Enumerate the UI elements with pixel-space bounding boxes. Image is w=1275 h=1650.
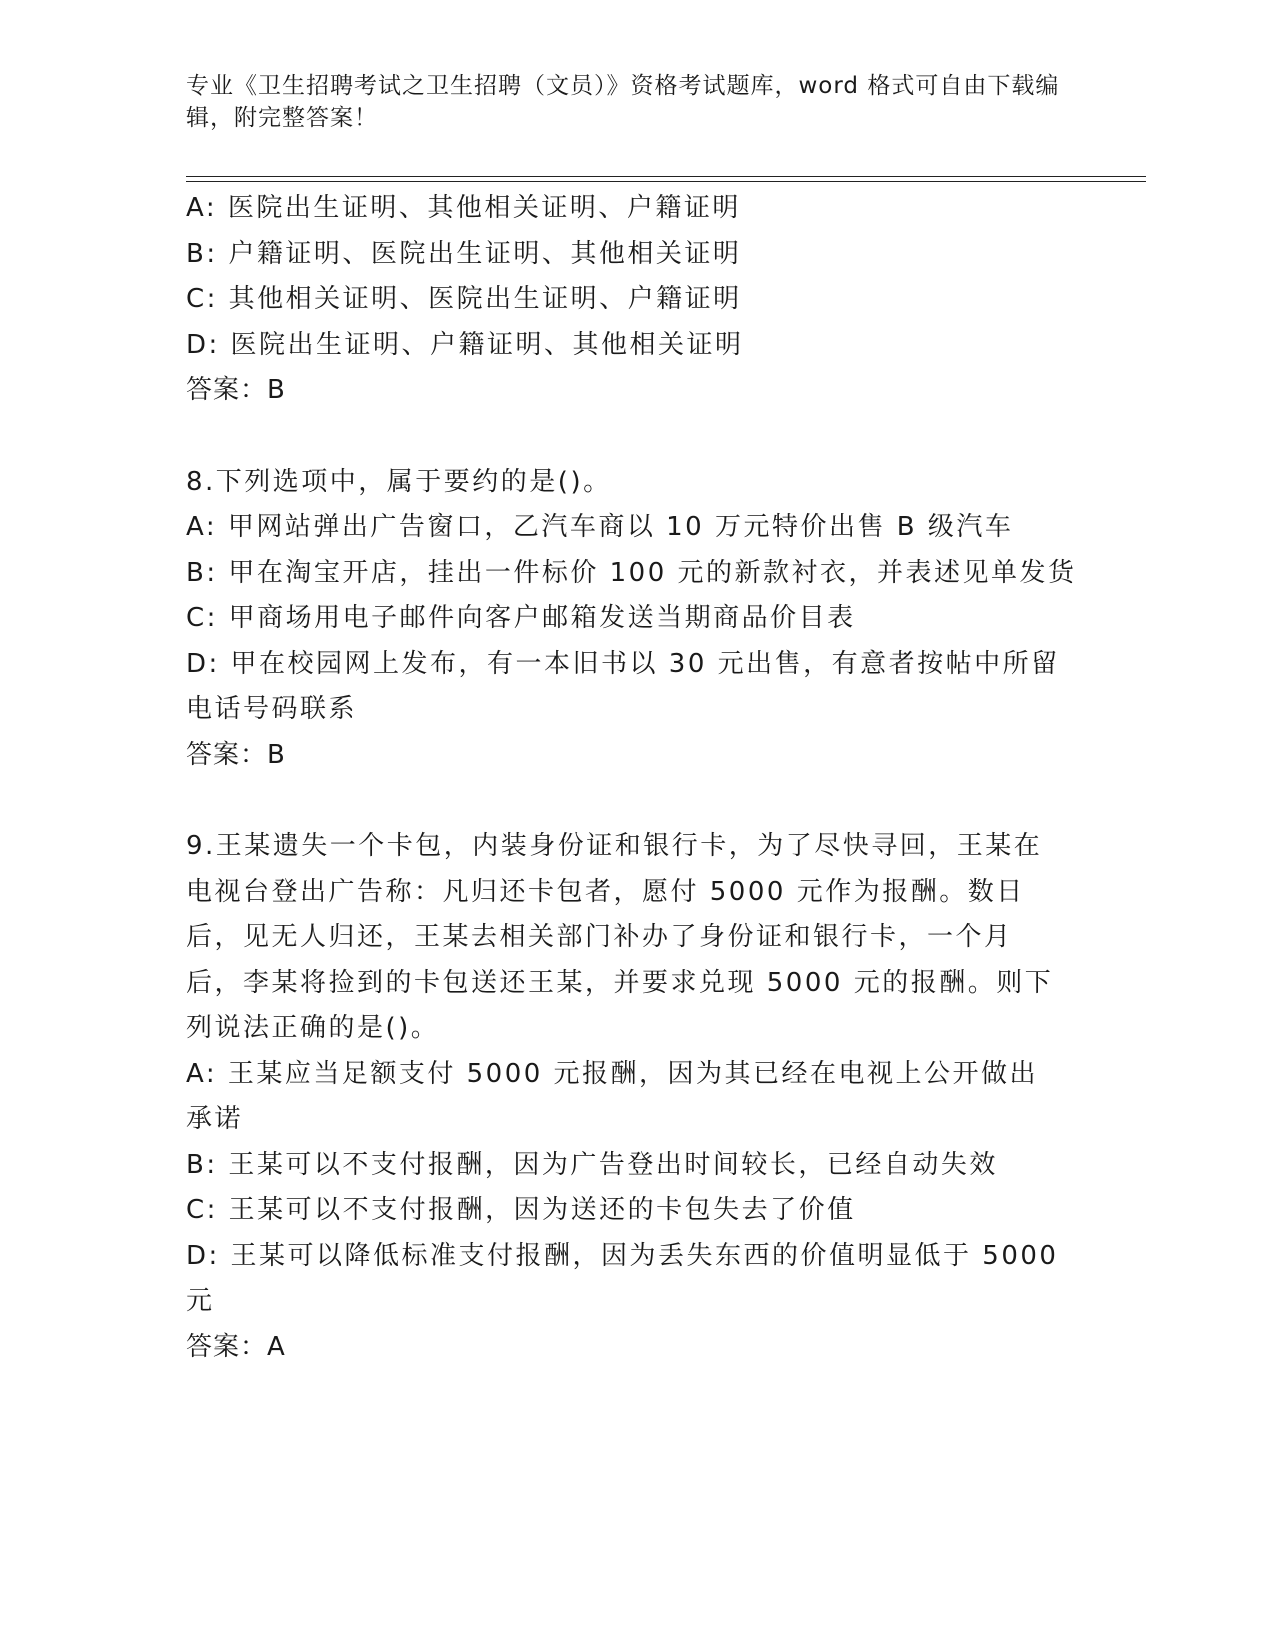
question-spacer — [186, 778, 1066, 824]
document-header: 专业《卫生招聘考试之卫生招聘（文员）》资格考试题库，word 格式可自由下载编辑，附完整答案！ — [186, 73, 1060, 131]
question-list — [186, 186, 1077, 1370]
q9-option-b: B: 王某可以不支付报酬，因为广告登出时间较长，已经自动失效 — [186, 1149, 998, 1180]
q9-question: 9.王某遗失一个卡包，内装身份证和银行卡，为了尽快寻回，王某在电视台登出广告称：凡归还卡包者，愿付 5000 元作为报酬。数日后，见无人归还，王某去相关部门补办了身份证和银行卡，一个月后，李某将捡到的卡包送还王某，并要求兑现 5000 元的报酬。则下列说法正确的是()。 — [186, 831, 1054, 1043]
q7-option-c: C: 其他相关证明、医院出生证明、户籍证明 — [186, 284, 742, 314]
q7-option-a: A: 医院出生证明、其他相关证明、户籍证明 — [186, 193, 741, 223]
question-spacer — [186, 414, 1066, 460]
q8-question: 8.下列选项中，属于要约的是()。 — [186, 466, 612, 497]
q9-answer: 答案：A — [186, 1331, 286, 1362]
q9-option-c: C: 王某可以不支付报酬，因为送还的卡包失去了价值 — [186, 1195, 856, 1225]
q7-answer: 答案：B — [186, 375, 286, 405]
q8-option-c: C: 甲商场用电子邮件向客户邮箱发送当期商品价目表 — [186, 603, 856, 633]
q7-option-d: D: 医院出生证明、户籍证明、其他相关证明 — [186, 329, 744, 360]
q9-option-a: A: 王某应当足额支付 5000 元报酬，因为其已经在电视上公开做出承诺 — [186, 1058, 1039, 1134]
question-7-block — [186, 186, 1066, 414]
q8-answer: 答案：B — [186, 739, 286, 770]
q9-option-d: D: 王某可以降低标准支付报酬，因为丢失东西的价值明显低于 5000 元 — [186, 1240, 1059, 1316]
header-divider-secondary — [186, 181, 1146, 182]
question-8-block — [186, 460, 1077, 779]
q8-option-d: D: 甲在校园网上发布，有一本旧书以 30 元出售，有意者按帖中所留电话号码联系 — [186, 648, 1060, 724]
q8-option-a: A: 甲网站弹出广告窗口，乙汽车商以 10 万元特价出售 B 级汽车 — [186, 512, 1014, 542]
question-9-block — [186, 824, 1066, 1370]
header-divider — [186, 176, 1146, 177]
q8-option-b: B: 甲在淘宝开店，挂出一件标价 100 元的新款衬衣，并表述见单发货 — [186, 557, 1077, 588]
q7-option-b: B: 户籍证明、医院出生证明、其他相关证明 — [186, 238, 742, 269]
